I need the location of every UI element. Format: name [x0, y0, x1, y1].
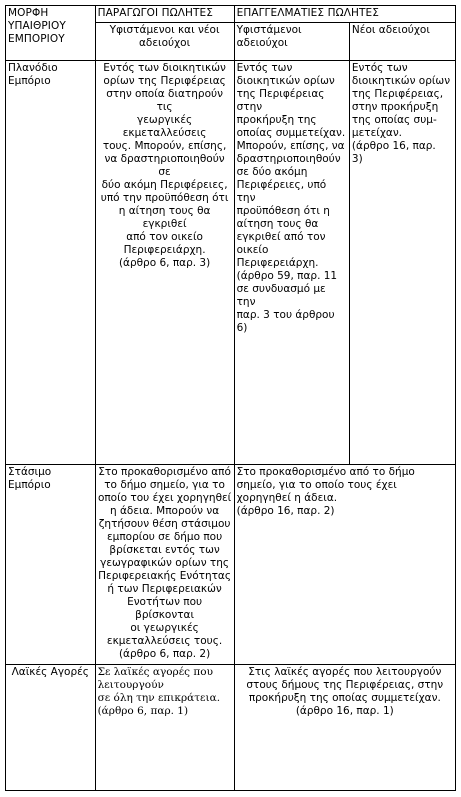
- header-professionals: [234, 6, 455, 23]
- subheader-existing-label: Υφιστάμενοι αδειούχοι: [236, 23, 302, 49]
- cell-professionals: Στο προκαθορισμένο από το δήμο σημείο, για το οποίο τους έχει χορηγηθεί η άδεια. (άρθρο 16, παρ. 2): [234, 465, 455, 665]
- header-producers: [95, 6, 234, 23]
- subheader-producers: [95, 22, 234, 60]
- vendors-comparison-table: [5, 5, 456, 791]
- cell-producers: Στο προκαθορισμένο από το δήμο σημείο, για το οποίο του έχει χορηγηθεί η άδεια. Μπορούν να ζητήσουν θέση στάσιμου εμπορίου σε δήμο που βρίσκεται εντός των γεωγραφικών ορίων της Περιφερειακής Ενότητας ή των Περιφερειακών Ενοτήτων που βρίσκονται οι γεωργικές εκμεταλλεύσεις τους. (άρθρο 6, παρ. 2): [95, 465, 234, 665]
- row-label: Πλανόδιο Εμπόριο: [6, 61, 96, 465]
- subheader-existing-licensees: [234, 22, 349, 60]
- header-trade-form: [6, 6, 96, 61]
- header-producers-label: ΠΑΡΑΓΩΓΟΙ ΠΩΛΗΤΕΣ: [97, 7, 213, 19]
- cell-producers: Σε λαϊκές αγορές που λειτουργούν σε όλη την επικράτεια. (άρθρο 6, παρ. 1): [95, 665, 234, 791]
- table-row: [6, 665, 456, 791]
- row-label: Λαϊκές Αγορές: [6, 665, 96, 791]
- cell-producers: Εντός των διοικητικών ορίων της Περιφέρειας στην οποία διατηρούν τις γεωργικές εκμεταλλεύσεις τους. Μπορούν, επίσης, να δραστηριοποιηθούν σε δύο ακόμη Περιφέρειες, υπό την προϋπόθεση ότι η αίτηση τους θα εγκριθεί από τον οικείο Περιφερειάρχη. (άρθρο 6, παρ. 3): [95, 61, 234, 465]
- subheader-new-label: Νέοι αδειούχοι: [351, 23, 430, 36]
- subheader-producers-label: Υφιστάμενοι και νέοι αδειούχοι: [109, 23, 220, 49]
- header-trade-form-label: ΜΟΡΦΗ ΥΠΑΙΘΡΙΟΥ ΕΜΠΟΡΙΟΥ: [8, 7, 66, 45]
- table-row: [6, 61, 456, 465]
- subheader-new-licensees: [349, 22, 455, 60]
- row-label: Στάσιμο Εμπόριο: [6, 465, 96, 665]
- cell-professionals: Στις λαϊκές αγορές που λειτουργούν στους δήμους της Περιφέρειας, στην προκήρυξη της οποίας συμμετείχαν. (άρθρο 16, παρ. 1): [234, 665, 455, 791]
- cell-existing-licensees: Εντός των διοικητικών ορίων της Περιφέρειας στην προκήρυξη της οποίας συμμετείχαν. Μπορούν, επίσης, να δραστηριοποιηθούν σε δύο ακόμη Περιφέρειες, υπό την προϋπόθεση ότι η αίτηση τους θα εγκριθεί από τον οικείο Περιφερειάρχη. (άρθρο 59, παρ. 11 σε συνδυασμό με την παρ. 3 του άρθρου 6): [234, 61, 349, 465]
- header-professionals-label: ΕΠΑΓΓΕΛΜΑΤΙΕΣ ΠΩΛΗΤΕΣ: [236, 7, 379, 19]
- table-row: [6, 465, 456, 665]
- header-row: [6, 6, 456, 23]
- cell-new-licensees: Εντός των διοικητικών ορίων της Περιφέρειας, στην προκήρυξη της οποίας συμ- μετείχαν. (άρθρο 16, παρ. 3): [349, 61, 455, 465]
